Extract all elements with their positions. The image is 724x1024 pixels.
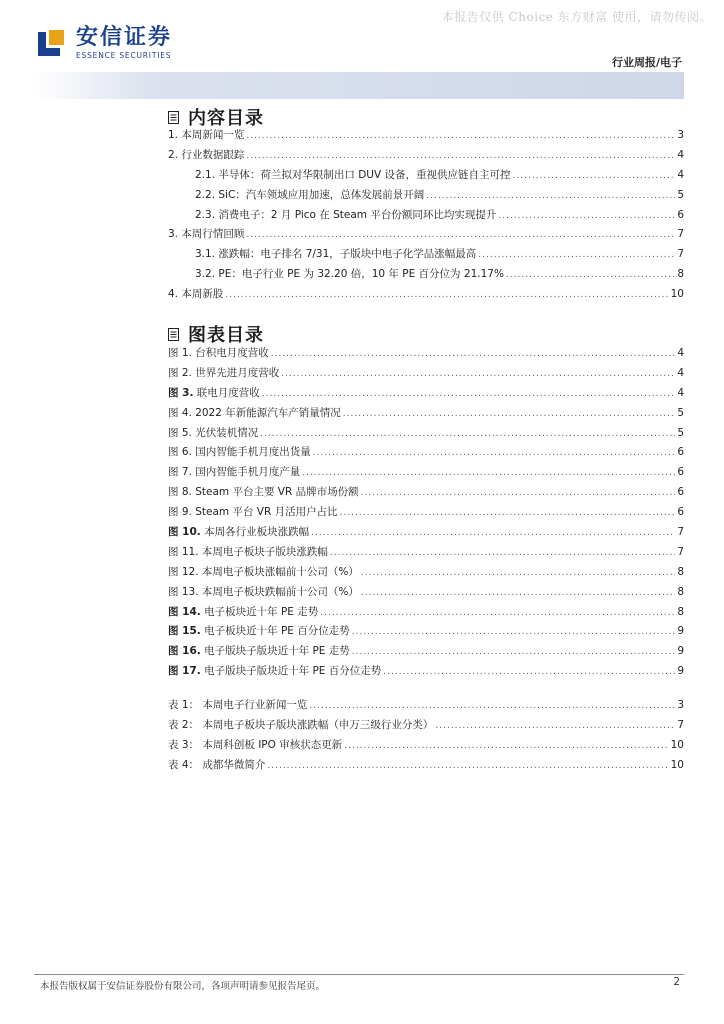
watermark: 本报告仅供 Choice 东方财富 使用，请勿传阅。 (441, 10, 712, 24)
toc-entry-text: 2022 年新能源汽车产销量情况 (191, 406, 341, 419)
dot-leader (426, 191, 675, 201)
toc-entry-label (168, 564, 359, 579)
toc-entry-prefix: 图 9. (168, 506, 192, 519)
toc-entry-page: 5 (677, 426, 684, 439)
figure-entry[interactable] (168, 345, 684, 365)
toc-entry-label (168, 444, 311, 459)
toc-entry-text: 本周科创板 IPO 审核状态更新 (199, 738, 343, 751)
toc-entry-page: 9 (677, 645, 684, 658)
figure-entry[interactable] (168, 464, 684, 484)
table-entry[interactable] (168, 737, 684, 757)
toc-entry-page: 7 (677, 228, 684, 241)
toc-entry-label (168, 717, 433, 732)
toc-entry-label (168, 425, 258, 440)
toc-entry-prefix: 表 1： (168, 699, 200, 711)
toc-entry-prefix: 图 1. (168, 347, 192, 359)
toc-entry-prefix: 图 17. (168, 665, 201, 678)
dot-leader (506, 270, 675, 280)
toc-entry-page: 3 (677, 699, 684, 711)
toc-entry-page: 6 (677, 486, 684, 499)
toc-entry-page: 7 (677, 718, 684, 731)
toc-entry-page: 4 (677, 347, 684, 359)
toc-entry-page: 9 (677, 665, 684, 678)
dot-leader (330, 548, 675, 558)
dot-leader (267, 761, 668, 771)
toc-entry-page: 6 (677, 506, 684, 519)
toc-entry-page: 10 (670, 738, 684, 751)
toc-entry-label (168, 345, 269, 360)
toc-entry-label (168, 584, 359, 599)
toc-entry-page: 6 (677, 466, 684, 479)
toc-entry-text: 成都华微简介 (199, 758, 266, 771)
toc-entry-prefix: 图 14. (168, 605, 201, 618)
brand-name-cn: 安信证券 (76, 25, 173, 50)
table-entry[interactable] (168, 757, 684, 777)
brand-logo (34, 26, 172, 60)
toc-entry-page: 10 (670, 288, 684, 301)
dot-leader (361, 488, 676, 498)
dot-leader (246, 151, 675, 161)
header-band (34, 72, 684, 99)
dot-leader (352, 647, 676, 657)
toc-entry-page: 5 (677, 188, 684, 201)
figure-entry[interactable] (168, 385, 684, 405)
toc-entry-text: 电子版块子版块近十年 PE 百分位走势 (200, 665, 382, 678)
dot-leader (246, 230, 675, 240)
figure-entry[interactable] (168, 584, 684, 604)
toc-entry-prefix: 图 11. (168, 545, 199, 558)
toc-entry-label (168, 504, 338, 519)
dot-leader (246, 131, 675, 141)
figure-entry[interactable] (168, 405, 684, 425)
toc-entry-text: 电子板块近十年 PE 走势 (200, 605, 319, 618)
toc-entry-page: 7 (677, 248, 684, 261)
toc-entry-label (168, 405, 341, 420)
toc-entry-label (168, 604, 318, 619)
toc-entry-text: 本周电子板块跌幅前十公司（%） (198, 585, 359, 598)
toc-entry-prefix: 图 2. (168, 366, 192, 379)
toc-entry-prefix: 图 5. (168, 426, 192, 439)
dot-leader (343, 409, 676, 419)
toc-entry-label: 2.1. 半导体：荷兰拟对华限制出口 DUV 设备，重视供应链自主可控 (195, 168, 511, 181)
dot-leader (361, 588, 675, 598)
toc-entry-label (168, 623, 350, 638)
footer-divider (34, 974, 684, 975)
contents-entry[interactable] (168, 286, 684, 306)
toc-entry-label: 3. 本周行情回顾 (168, 228, 245, 241)
brand-name-en: ESSENCE SECURITIES (76, 51, 172, 60)
contents-title: 内容目录 (188, 108, 264, 129)
contents-entry[interactable] (168, 167, 684, 187)
figure-entry[interactable] (168, 544, 684, 564)
toc-entry-prefix: 图 10. (168, 526, 201, 539)
toc-entry-text: 本周电子板块子版块涨跌幅 (198, 545, 328, 558)
essence-logo-icon (34, 26, 68, 60)
dot-leader (320, 608, 675, 618)
tables-list (168, 697, 684, 777)
toc-entry-text: Steam 平台 VR 月活用户占比 (191, 506, 338, 519)
figures-title: 图表目录 (188, 325, 264, 346)
toc-entry-label: 2.3. 消费电子：2 月 Pico 在 Steam 平台份额同环比均实现提升 (195, 208, 497, 221)
dot-leader (361, 568, 675, 578)
dot-leader (309, 701, 675, 711)
toc-entry-prefix: 图 7. (168, 466, 192, 479)
toc-entry-text: Steam 平台主要 VR 品牌市场份额 (191, 486, 359, 499)
contents-entry[interactable] (168, 246, 684, 266)
dot-leader (513, 171, 676, 181)
report-type: 行业周报/电子 (611, 56, 682, 69)
toc-entry-text: 本周各行业板块涨跌幅 (200, 526, 310, 539)
contents-entry[interactable] (168, 266, 684, 286)
toc-entry-label (168, 643, 350, 658)
figure-entry[interactable] (168, 365, 684, 385)
toc-entry-page: 4 (677, 386, 684, 399)
toc-entry-prefix: 表 4： (168, 758, 200, 771)
toc-entry-text: 本周电子板块涨幅前十公司（%） (198, 565, 359, 578)
toc-entry-page: 4 (677, 148, 684, 161)
dot-leader (262, 389, 676, 399)
dot-leader (435, 721, 675, 731)
dot-leader (344, 741, 668, 751)
dot-leader (302, 468, 675, 478)
toc-entry-page: 8 (677, 605, 684, 618)
table-entry[interactable] (168, 697, 684, 717)
toc-entry-label (168, 697, 307, 712)
dot-leader (383, 667, 675, 677)
toc-entry-label (168, 365, 279, 380)
toc-entry-page: 5 (677, 406, 684, 419)
contents-entry[interactable] (168, 127, 684, 147)
toc-entry-prefix: 图 13. (168, 585, 199, 598)
figure-entry[interactable] (168, 623, 684, 643)
figure-entry[interactable] (168, 524, 684, 544)
toc-entry-page: 3 (677, 129, 684, 141)
toc-entry-label: 2.2. SiC：汽车领域应用加速，总体发展前景开阔 (195, 188, 425, 201)
toc-entry-label (168, 524, 309, 539)
toc-entry-prefix: 图 8. (168, 486, 192, 499)
toc-entry-prefix: 图 15. (168, 625, 201, 638)
dot-leader (340, 508, 676, 518)
dot-leader (311, 528, 675, 538)
dot-leader (478, 250, 675, 260)
toc-entry-text: 台积电月度营收 (191, 347, 269, 359)
dot-leader (260, 429, 675, 439)
toc-entry-prefix: 表 3： (168, 738, 200, 751)
toc-entry-label (168, 385, 260, 400)
toc-entry-text: 国内智能手机月度出货量 (191, 446, 311, 459)
toc-entry-label (168, 663, 381, 678)
contents-list (168, 127, 684, 306)
toc-entry-text: 光伏装机情况 (191, 426, 259, 439)
toc-entry-prefix: 图 6. (168, 446, 192, 459)
toc-entry-page: 7 (677, 526, 684, 539)
toc-entry-text: 世界先进月度营收 (191, 366, 280, 379)
toc-entry-label (168, 484, 359, 499)
figure-entry[interactable] (168, 484, 684, 504)
toc-entry-label (168, 544, 328, 559)
toc-entry-text: 电子板块近十年 PE 百分位走势 (200, 625, 350, 638)
figure-entry[interactable] (168, 425, 684, 445)
contents-entry[interactable] (168, 226, 684, 246)
toc-entry-page: 8 (677, 565, 684, 578)
toc-entry-label (168, 737, 342, 752)
toc-entry-page: 7 (677, 545, 684, 558)
toc-entry-page: 4 (677, 168, 684, 181)
figure-entry[interactable] (168, 504, 684, 524)
toc-entry-label: 1. 本周新闻一览 (168, 129, 245, 141)
toc-entry-label: 3.1. 涨跌幅：电子排名 7/31，子版块中电子化学品涨幅最高 (195, 248, 477, 261)
toc-entry-prefix: 图 4. (168, 406, 192, 419)
toc-entry-label: 2. 行业数据跟踪 (168, 148, 245, 161)
figure-entry[interactable] (168, 663, 684, 683)
toc-entry-page: 4 (677, 366, 684, 379)
dot-leader (281, 369, 675, 379)
toc-entry-page: 10 (670, 758, 684, 771)
toc-entry-prefix: 图 3. (168, 386, 194, 399)
dot-leader (271, 349, 676, 359)
toc-entry-page: 9 (677, 625, 684, 638)
toc-entry-page: 6 (677, 446, 684, 459)
contents-entry[interactable] (168, 147, 684, 167)
table-entry[interactable] (168, 717, 684, 737)
figure-entry[interactable] (168, 604, 684, 624)
toc-entry-page: 8 (677, 585, 684, 598)
figure-entry[interactable] (168, 643, 684, 663)
figures-list (168, 345, 684, 683)
dot-leader (225, 290, 668, 300)
toc-entry-prefix: 表 2： (168, 718, 200, 731)
toc-entry-text: 本周电子行业新闻一览 (199, 699, 308, 711)
figures-heading (168, 321, 264, 347)
toc-entry-text: 国内智能手机月度产量 (191, 466, 301, 479)
document-icon (168, 328, 179, 341)
dot-leader (498, 211, 675, 221)
dot-leader (313, 448, 676, 458)
contents-entry[interactable] (168, 187, 684, 207)
document-icon (168, 111, 179, 124)
toc-entry-page: 6 (677, 208, 684, 221)
toc-entry-prefix: 图 16. (168, 645, 201, 658)
toc-entry-prefix: 图 12. (168, 565, 199, 578)
contents-entry[interactable] (168, 207, 684, 227)
page-number: 2 (673, 976, 680, 988)
toc-entry-label (168, 464, 300, 479)
figure-entry[interactable] (168, 444, 684, 464)
toc-entry-label (168, 757, 265, 772)
toc-entry-text: 联电月度营收 (193, 386, 260, 399)
toc-entry-page: 8 (677, 268, 684, 281)
toc-entry-label: 4. 本周新股 (168, 288, 224, 301)
toc-entry-text: 电子版块子版块近十年 PE 走势 (200, 645, 350, 658)
toc-entry-text: 本周电子板块子版块涨跌幅（申万三级行业分类） (199, 718, 434, 731)
toc-entry-label: 3.2. PE：电子行业 PE 为 32.20 倍，10 年 PE 百分位为 21.17% (195, 268, 504, 281)
dot-leader (352, 627, 676, 637)
figure-entry[interactable] (168, 564, 684, 584)
footer-disclaimer: 本报告版权属于安信证券股份有限公司，各项声明请参见报告尾页。 (40, 981, 326, 992)
